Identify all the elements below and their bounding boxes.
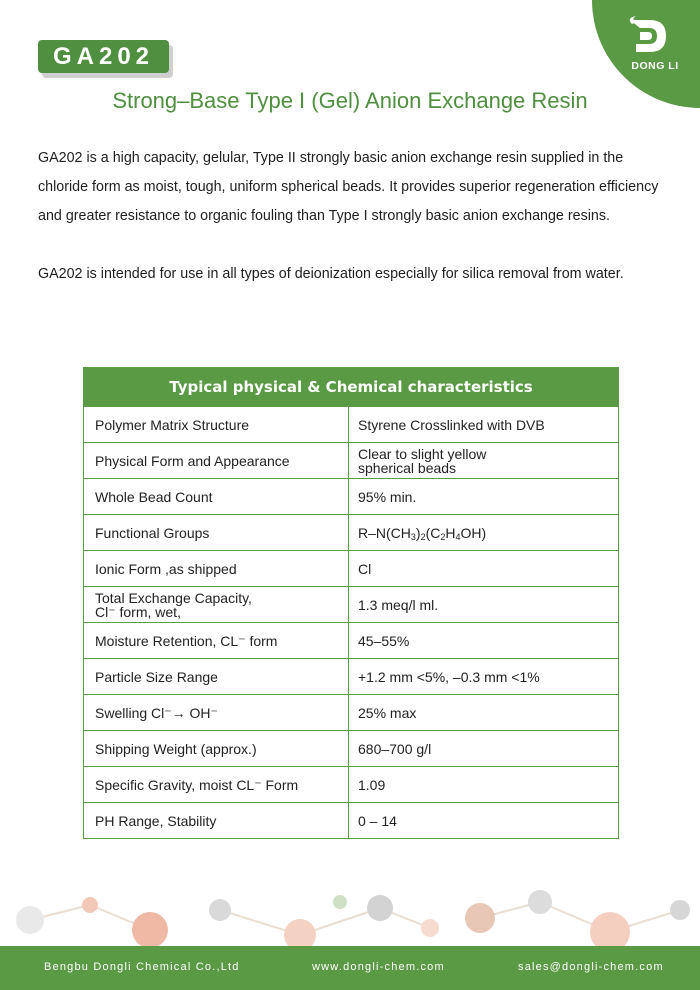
intro-paragraph-2: GA202 is intended for use in all types of deionization especially for silica removal from water. (38, 266, 624, 282)
table-row (84, 406, 618, 442)
row-key: Specific Gravity, moist CL⁻ Form (84, 767, 349, 802)
row-value: Cl (358, 560, 372, 577)
row-value: 95% min. (358, 488, 417, 505)
molecule-decoration (0, 890, 700, 946)
table-heading: Typical physical & Chemical characteristics (84, 368, 618, 406)
dongli-logo-icon (622, 14, 672, 58)
intro-paragraph-1: GA202 is a high capacity, gelular, Type II strongly basic anion exchange resin supplied in the chloride form as moist, tough, uniform spherical beads. It provides superior regeneration efficiency and greater resistance to organic fouling than Type I strongly basic anion exchange resins. (38, 150, 659, 224)
footer-bar (0, 946, 700, 990)
row-value-line: Clear to slight yellow (358, 445, 487, 462)
table-row (84, 622, 618, 658)
row-key: PH Range, Stability (84, 803, 349, 838)
row-value (349, 443, 618, 478)
formula-subscript: 3 (410, 531, 416, 542)
row-key: Polymer Matrix Structure (84, 407, 349, 442)
row-value-line: spherical beads (358, 459, 457, 476)
table-row (84, 586, 618, 622)
formula-part: H (445, 524, 456, 541)
table-row (84, 802, 618, 838)
footer-company: Bengbu Dongli Chemical Co.,Ltd (44, 961, 240, 973)
row-value: Styrene Crosslinked with DVB (358, 416, 545, 433)
table-row (84, 514, 618, 550)
row-value: +1.2 mm <5%, –0.3 mm <1% (358, 668, 540, 685)
row-key: Particle Size Range (84, 659, 349, 694)
footer-website[interactable]: www.dongli-chem.com (312, 961, 445, 973)
row-key: Functional Groups (84, 515, 349, 550)
row-value: 680–700 g/l (358, 740, 432, 757)
row-key: Moisture Retention, CL⁻ form (84, 623, 349, 658)
formula-part: ) (415, 524, 421, 541)
table-row (84, 478, 618, 514)
table-row (84, 442, 618, 478)
formula-subscript: 4 (455, 531, 461, 542)
table-row (84, 658, 618, 694)
row-value: 25% max (358, 704, 417, 721)
logo-text: DONG LI (631, 60, 679, 72)
formula-subscript: 2 (440, 531, 446, 542)
formula-part: (C (425, 524, 441, 541)
row-key: Shipping Weight (approx.) (84, 731, 349, 766)
table-row (84, 550, 618, 586)
intro-text (38, 144, 663, 289)
row-value: 1.09 (358, 776, 386, 793)
row-key-line: Cl⁻ form, wet, (95, 603, 181, 620)
product-code-tag: GA202 (38, 40, 169, 73)
row-value: 45–55% (358, 632, 410, 649)
row-key (84, 587, 349, 622)
row-value: 1.3 meq/l ml. (358, 596, 439, 613)
characteristics-table (83, 367, 619, 839)
row-key: Whole Bead Count (84, 479, 349, 514)
formula-part: R–N(CH (358, 524, 411, 541)
row-value-formula (349, 515, 618, 550)
row-key: Ionic Form ,as shipped (84, 551, 349, 586)
row-key: Physical Form and Appearance (84, 443, 349, 478)
row-key: Swelling Cl⁻→ OH⁻ (84, 695, 349, 730)
formula-part: OH) (460, 524, 487, 541)
table-row (84, 766, 618, 802)
row-key-line: Total Exchange Capacity, (95, 589, 252, 606)
table-row (84, 730, 618, 766)
page-title: Strong–Base Type I (Gel) Anion Exchange Resin (112, 88, 588, 113)
footer-email[interactable]: sales@dongli-chem.com (518, 961, 664, 973)
table-row (84, 694, 618, 730)
row-value: 0 – 14 (358, 812, 397, 829)
formula-subscript: 2 (420, 531, 426, 542)
